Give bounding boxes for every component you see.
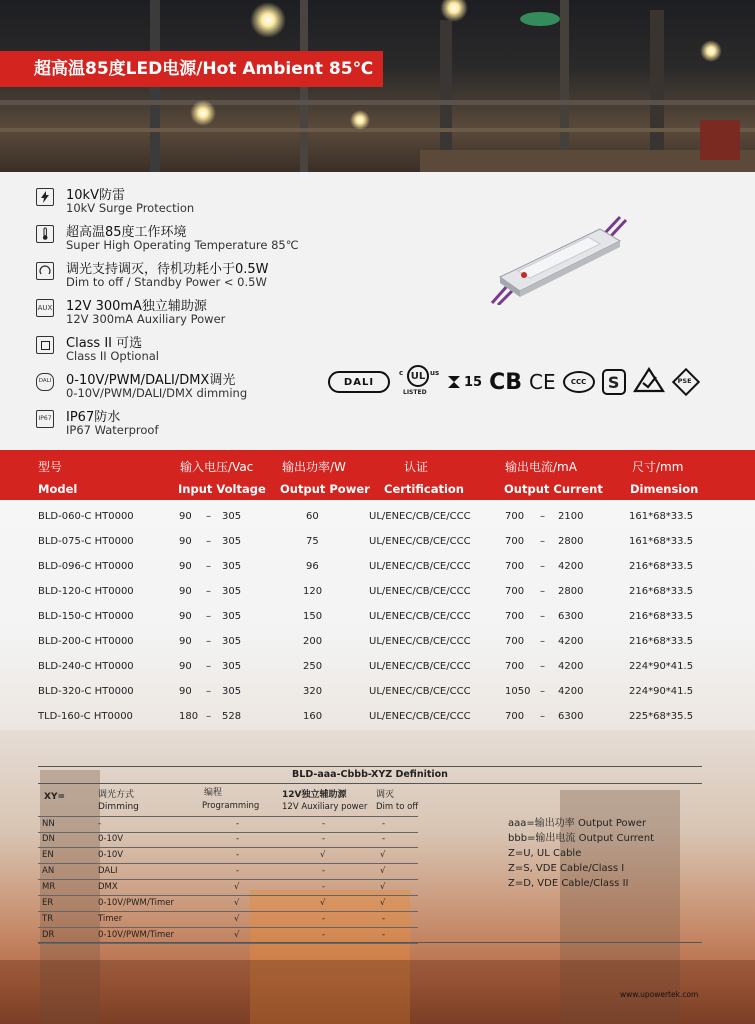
cell-iout-max: 4200 [558, 686, 584, 697]
table-row [38, 880, 418, 896]
cell-aux: - [322, 819, 326, 829]
cell-vin-min: 90 [179, 636, 192, 647]
spec-table-header [0, 450, 755, 500]
cell-prog: - [236, 819, 240, 829]
cell-iout-max: 2100 [558, 511, 584, 522]
cell-prog: - [236, 834, 240, 844]
cell-code: ER [42, 898, 54, 908]
cell-code: MR [42, 882, 56, 892]
cell-iout-max: 4200 [558, 561, 584, 572]
cell-cert: UL/ENEC/CB/CE/CCC [369, 686, 471, 697]
feature-title: 调光支持调灭，待机功耗小于0.5W [66, 262, 269, 277]
col-off-en: Dim to off [376, 802, 419, 812]
cell-vin-max: 305 [222, 661, 242, 672]
ul-listed-logo: UL c us LISTED [397, 365, 439, 399]
col-cert-en: Certification [384, 482, 464, 496]
col-current-en: Output Current [504, 482, 603, 496]
cell-vin-max: 305 [222, 536, 242, 547]
cell-cert: UL/ENEC/CB/CE/CCC [369, 561, 471, 572]
cell-iout-min: 700 [505, 586, 525, 597]
cell-prog: √ [234, 930, 240, 940]
cell-iout-min: 700 [505, 511, 525, 522]
cell-model: TLD-160-C HT0000 [38, 711, 133, 722]
cell-vin-max: 305 [222, 586, 242, 597]
cell-prog: √ [234, 898, 240, 908]
cell-vin-max: 305 [222, 636, 242, 647]
cell-model: BLD-200-C HT0000 [38, 636, 134, 647]
cell-vin-max: 305 [222, 561, 242, 572]
cell-off: - [382, 819, 386, 829]
cell-prog: √ [234, 882, 240, 892]
cell-dimming: 0-10V [98, 834, 124, 844]
cell-dimming: DALI [98, 866, 118, 876]
feature-item [36, 369, 356, 406]
cell-iout-min: 700 [505, 711, 525, 722]
col-dim-en: Dimension [630, 482, 699, 496]
enec-logo: 15 [446, 373, 482, 391]
cell-cert: UL/ENEC/CB/CE/CCC [369, 661, 471, 672]
cell-dash: – [540, 711, 545, 722]
cell-dimension: 216*68*33.5 [629, 636, 694, 647]
cell-model: BLD-240-C HT0000 [38, 661, 134, 672]
cell-dimming: 0-10V/PWM/Timer [98, 898, 174, 908]
cell-dash: – [206, 561, 211, 572]
cell-off: √ [380, 898, 386, 908]
cell-model: BLD-320-C HT0000 [38, 686, 134, 697]
col-off-cn: 调灭 [376, 790, 395, 800]
cell-code: AN [42, 866, 55, 876]
cell-iout-max: 6300 [558, 611, 584, 622]
cell-vin-min: 90 [179, 561, 192, 572]
cell-off: √ [380, 866, 386, 876]
cell-dimension: 216*68*33.5 [629, 561, 694, 572]
feature-item [36, 332, 356, 369]
cell-dimension: 224*90*41.5 [629, 686, 694, 697]
legend-item: Z=D, VDE Cable/Class II [508, 878, 629, 889]
cell-vin-max: 305 [222, 611, 242, 622]
table-row [0, 504, 755, 529]
dimmer-icon [36, 262, 54, 280]
feature-item [36, 221, 356, 258]
table-row [0, 529, 755, 554]
ce-logo: CE [529, 370, 556, 394]
cell-aux: - [322, 930, 326, 940]
table-row [0, 654, 755, 679]
thermometer-icon [36, 225, 54, 243]
cell-code: TR [42, 914, 54, 924]
cell-code: NN [42, 819, 55, 829]
cell-model: BLD-075-C HT0000 [38, 536, 134, 547]
feature-subtitle: Dim to off / Standby Power < 0.5W [66, 275, 267, 289]
col-input-cn: 输入电压/Vac [180, 460, 254, 474]
aux-icon: AUX [36, 299, 54, 317]
cell-dash: – [540, 611, 545, 622]
cell-iout-max: 4200 [558, 661, 584, 672]
cell-dimension: 216*68*33.5 [629, 611, 694, 622]
cell-model: BLD-096-C HT0000 [38, 561, 134, 572]
cell-cert: UL/ENEC/CB/CE/CCC [369, 536, 471, 547]
cell-dimension: 216*68*33.5 [629, 586, 694, 597]
col-dim-cn: 尺寸/mm [632, 460, 684, 474]
cell-cert: UL/ENEC/CB/CE/CCC [369, 511, 471, 522]
cell-vin-min: 180 [179, 711, 199, 722]
cell-prog: √ [234, 914, 240, 924]
table-row [38, 832, 418, 848]
feature-title: Class II 可选 [66, 336, 143, 351]
cell-dash: – [206, 661, 211, 672]
cell-power: 75 [306, 536, 319, 547]
table-row [0, 554, 755, 579]
cell-power: 320 [303, 686, 323, 697]
cell-aux: √ [320, 850, 326, 860]
cell-dimming: 0-10V [98, 850, 124, 860]
cell-aux: - [322, 834, 326, 844]
cell-dash: – [540, 636, 545, 647]
s-mark-logo: S [602, 369, 626, 395]
cell-dash: – [206, 711, 211, 722]
cell-aux: - [322, 882, 326, 892]
cell-dash: – [206, 586, 211, 597]
definition-title: BLD-aaa-Cbbb-XYZ Definition [38, 766, 702, 784]
col-prog-cn: 编程 [204, 788, 223, 798]
cell-power: 60 [306, 511, 319, 522]
cell-iout-min: 700 [505, 636, 525, 647]
cell-vin-min: 90 [179, 611, 192, 622]
cell-iout-max: 2800 [558, 586, 584, 597]
check-triangle-logo [633, 367, 665, 397]
feature-title: 超高温85度工作环境 [66, 225, 187, 240]
table-row [0, 579, 755, 604]
cell-dash: – [206, 636, 211, 647]
cell-vin-max: 528 [222, 711, 242, 722]
page-title: 超高温85度LED电源/Hot Ambient 85℃ [0, 51, 383, 87]
cell-iout-max: 6300 [558, 711, 584, 722]
cell-cert: UL/ENEC/CB/CE/CCC [369, 636, 471, 647]
cell-power: 150 [303, 611, 323, 622]
cell-code: DN [42, 834, 55, 844]
xy-label: XY= [44, 792, 65, 802]
cell-dash: – [540, 586, 545, 597]
cell-power: 250 [303, 661, 323, 672]
cell-dimming: Timer [98, 914, 123, 924]
col-cert-cn: 认证 [404, 460, 429, 474]
cell-off: √ [380, 882, 386, 892]
cell-dimension: 161*68*33.5 [629, 536, 694, 547]
table-row [38, 896, 418, 912]
cell-cert: UL/ENEC/CB/CE/CCC [369, 586, 471, 597]
cell-power: 200 [303, 636, 323, 647]
cell-off: - [382, 834, 386, 844]
table-row [38, 864, 418, 880]
col-power-en: Output Power [280, 482, 370, 496]
feature-subtitle: Super High Operating Temperature 85℃ [66, 238, 299, 252]
cell-iout-max: 4200 [558, 636, 584, 647]
cell-aux: - [322, 866, 326, 876]
table-row [0, 629, 755, 654]
col-aux-en: 12V Auxiliary power [282, 802, 368, 812]
cell-iout-min: 1050 [505, 686, 531, 697]
dali-icon: DALI [36, 373, 54, 391]
cell-model: BLD-060-C HT0000 [38, 511, 134, 522]
feature-item [36, 295, 356, 332]
cell-dash: – [206, 511, 211, 522]
cell-dash: – [540, 661, 545, 672]
cell-dash: – [206, 536, 211, 547]
feature-subtitle: Class II Optional [66, 349, 159, 363]
col-dimming-en: Dimming [98, 802, 139, 812]
cell-power: 96 [306, 561, 319, 572]
col-power-cn: 输出功率/W [282, 460, 346, 474]
cell-dimming: 0-10V/PWM/Timer [98, 930, 174, 940]
product-image [490, 215, 630, 305]
cell-vin-min: 90 [179, 511, 192, 522]
legend-item: bbb=输出电流 Output Current [508, 833, 655, 844]
cell-prog: - [236, 850, 240, 860]
cell-dimension: 224*90*41.5 [629, 661, 694, 672]
feature-title: 12V 300mA独立辅助源 [66, 299, 207, 314]
cell-iout-min: 700 [505, 536, 525, 547]
feature-list [36, 184, 356, 443]
cell-aux: √ [320, 898, 326, 908]
cell-off: - [382, 914, 386, 924]
ip67-icon: IP67 [36, 410, 54, 428]
cell-vin-min: 90 [179, 536, 192, 547]
pse-logo: PSE [672, 368, 700, 396]
cell-iout-min: 700 [505, 611, 525, 622]
certification-logos [328, 364, 720, 400]
cell-aux: - [322, 914, 326, 924]
cell-vin-min: 90 [179, 586, 192, 597]
cell-vin-min: 90 [179, 686, 192, 697]
feature-title: 10kV防雷 [66, 188, 125, 203]
cell-vin-max: 305 [222, 511, 242, 522]
feature-subtitle: 0-10V/PWM/DALI/DMX dimming [66, 386, 248, 400]
feature-subtitle: 12V 300mA Auxiliary Power [66, 312, 226, 326]
col-model-cn: 型号 [38, 460, 63, 474]
website-url: www.upowertek.com [620, 990, 699, 999]
cell-vin-max: 305 [222, 686, 242, 697]
feature-subtitle: IP67 Waterproof [66, 423, 159, 437]
col-prog-en: Programming [202, 801, 260, 811]
definition-legend [508, 816, 654, 891]
cell-dash: – [540, 511, 545, 522]
cell-dimming: - [98, 819, 102, 829]
cell-dimension: 161*68*33.5 [629, 511, 694, 522]
cell-power: 160 [303, 711, 323, 722]
cell-dash: – [540, 561, 545, 572]
col-dimming-cn: 调光方式 [98, 790, 135, 800]
lightning-icon [36, 188, 54, 206]
table-row [38, 912, 418, 928]
col-model-en: Model [38, 482, 78, 496]
cell-code: DR [42, 930, 55, 940]
cell-iout-min: 700 [505, 561, 525, 572]
cell-cert: UL/ENEC/CB/CE/CCC [369, 611, 471, 622]
cell-dash: – [540, 686, 545, 697]
cell-dash: – [206, 686, 211, 697]
cell-power: 120 [303, 586, 323, 597]
cell-model: BLD-150-C HT0000 [38, 611, 134, 622]
table-row [38, 848, 418, 864]
feature-item [36, 258, 356, 295]
col-input-en: Input Voltage [178, 482, 266, 496]
legend-item: Z=S, VDE Cable/Class I [508, 863, 625, 874]
cell-dimming: DMX [98, 882, 118, 892]
cell-off: √ [380, 850, 386, 860]
cell-vin-min: 90 [179, 661, 192, 672]
divider [38, 942, 702, 943]
table-row [0, 679, 755, 704]
cell-model: BLD-120-C HT0000 [38, 586, 134, 597]
feature-item [36, 406, 356, 443]
feature-subtitle: 10kV Surge Protection [66, 201, 195, 215]
feature-title: IP67防水 [66, 410, 121, 425]
feature-item [36, 184, 356, 221]
feature-title: 0-10V/PWM/DALI/DMX调光 [66, 373, 236, 388]
class-ii-icon [36, 336, 54, 354]
dali-logo: DALI [328, 371, 390, 393]
cell-dash: – [206, 611, 211, 622]
table-row [0, 704, 755, 729]
cell-cert: UL/ENEC/CB/CE/CCC [369, 711, 471, 722]
cell-prog: - [236, 866, 240, 876]
cell-off: - [382, 930, 386, 940]
col-aux-cn: 12V独立辅助源 [282, 790, 347, 800]
cell-dimension: 225*68*35.5 [629, 711, 694, 722]
legend-item: Z=U, UL Cable [508, 848, 582, 859]
cell-code: EN [42, 850, 54, 860]
cb-logo: CB [489, 369, 523, 395]
table-row [0, 604, 755, 629]
cell-dash: – [540, 536, 545, 547]
legend-item: aaa=输出功率 Output Power [508, 818, 647, 829]
cell-iout-max: 2800 [558, 536, 584, 547]
table-row [38, 816, 418, 833]
cell-iout-min: 700 [505, 661, 525, 672]
ccc-logo: CCC [563, 371, 595, 393]
spec-table-body [0, 500, 755, 730]
col-current-cn: 输出电流/mA [505, 460, 577, 474]
